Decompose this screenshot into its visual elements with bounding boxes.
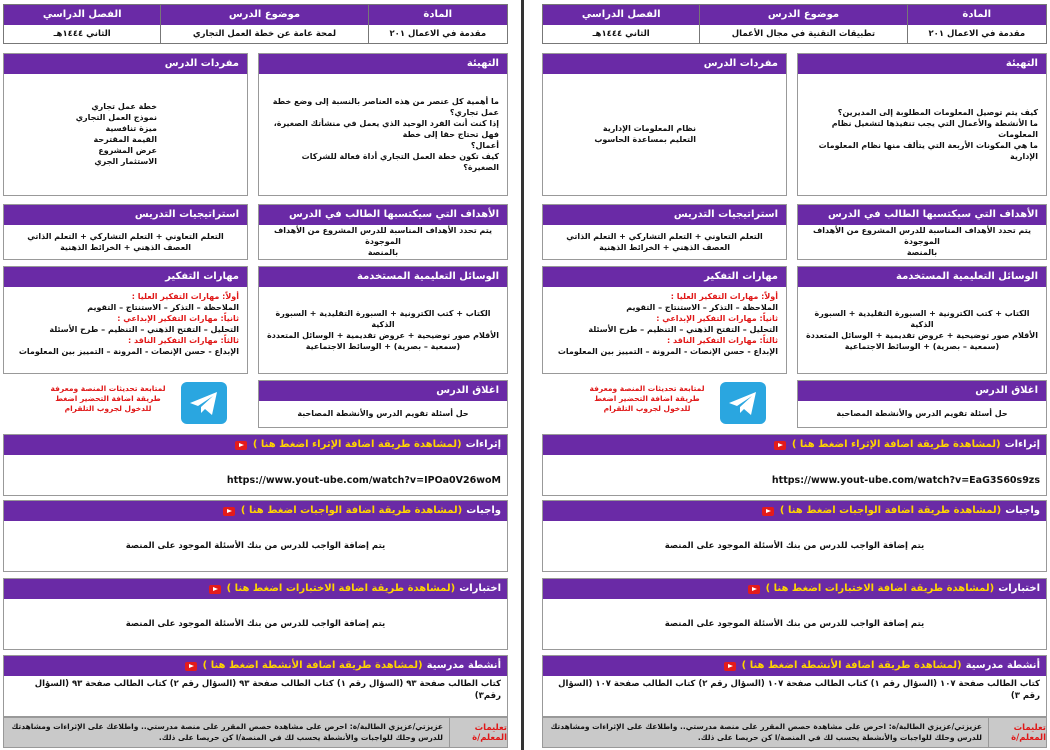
thinking-heading: ثانياً: مهارات التفكير الإبداعي :: [117, 314, 239, 323]
homework-body: يتم إضافة الواجب للدرس من بنك الأسئلة الموجود على المنصة: [125, 541, 386, 551]
thinking-heading: ثالثاً: مهارات التفكير الناقد :: [128, 336, 239, 345]
activities-how-to-link[interactable]: (لمشاهدة طريقة اضافة الأنشطة اضغط هنا ): [202, 660, 423, 671]
lesson-plan-page-1: [3, 0, 508, 750]
closing-title: اغلاق الدرس: [798, 381, 1046, 401]
subject-value: مقدمة في الاعمال ٢٠١: [908, 25, 1046, 43]
warmup-box: [797, 53, 1047, 196]
thinking-box: [542, 266, 787, 374]
strategies-line: التعلم التعاوني + التعلم التشاركي + التعلم الذاتي: [27, 231, 224, 241]
strategies-title: استراتيجيات التدريس: [4, 205, 247, 225]
thinking-text: الملاحظة – التذكر – الاستنتاج – التقويم: [87, 303, 239, 312]
homework-title: واجبات: [1005, 505, 1040, 516]
youtube-icon[interactable]: [235, 441, 247, 450]
enrichment-title: إثراءات: [465, 439, 501, 450]
activity-item: كتاب الطالب صفحة ١٠٧ (السؤال رقم ٣): [558, 679, 1040, 701]
warmup-body: [259, 74, 507, 194]
objectives-box: [258, 204, 508, 260]
warmup-line: إذا كنت أنت الفرد الوحيد الذي يعمل في منشأتك الصغيرة، فهل تحتاج حقا إلى خطة: [273, 118, 499, 139]
objectives-body: [259, 225, 507, 258]
strategies-line: التعلم التعاوني + التعلم التشاركي + التعلم الذاتي: [566, 231, 763, 241]
warmup-body: [798, 74, 1046, 194]
activity-item: كتاب الطالب صفحة ١٠٧ (السؤال رقم ٢): [698, 679, 868, 689]
vocab-item: خطة عمل تجاري: [91, 102, 157, 111]
objectives-line: يتم تحدد الأهداف المناسبة للدرس المشروع من الأهداف الموجودة: [812, 226, 1032, 246]
activity-item: كتاب الطالب صفحة ٩٣ (السؤال رقم٣): [34, 679, 501, 701]
teacher-notes-line: واطلاعك على الإثراءات ومشاهدتك للدرس وحلك للواجبات والأنشطة يحسب لك في المنصة/ا كن حريصا على ذلك.: [550, 722, 982, 742]
enrichment-body: [4, 455, 507, 495]
tests-title: اختبارات: [998, 583, 1040, 594]
subject-label: المادة: [908, 5, 1046, 25]
header-table: [3, 4, 508, 44]
thinking-heading: ثانياً: مهارات التفكير الإبداعي :: [656, 314, 778, 323]
vocab-item: عرض المشروع: [98, 146, 157, 155]
activities-section: [542, 655, 1047, 717]
youtube-icon[interactable]: [185, 662, 197, 671]
semester-column: [543, 5, 699, 43]
activities-title: أنشطة مدرسية: [426, 660, 501, 671]
warmup-box: [258, 53, 508, 196]
strategies-box: [542, 204, 787, 260]
strategies-body: [4, 225, 247, 258]
youtube-icon[interactable]: [223, 507, 235, 516]
enrichment-bar: [543, 435, 1046, 455]
thinking-heading: ثالثاً: مهارات التفكير الناقد :: [667, 336, 778, 345]
closing-body: حل أسئلة تقويم الدرس والأنشطة المصاحبة: [297, 409, 469, 418]
media-line: الأقلام صور توضيحية + عروض تقديمية + الوسائل المتعددة: [267, 330, 499, 340]
lesson-plan-page-2: [542, 0, 1047, 750]
vocab-box: [542, 53, 787, 196]
warmup-line: كيف تكون خطة العمل التجاري أداة فعالة للشركات الصغيرة؟: [301, 151, 499, 172]
vocab-item: الاستثمار الجري: [94, 157, 157, 166]
enrichment-how-to-link[interactable]: (لمشاهدة طريقة اضافة الإثراء اضغط هنا ): [252, 439, 462, 450]
telegram-icon[interactable]: [181, 382, 227, 424]
subject-value: مقدمة في الاعمال ٢٠١: [369, 25, 507, 43]
semester-label: الفصل الدراسي: [4, 5, 160, 25]
semester-column: [4, 5, 160, 43]
vocab-body: [4, 74, 247, 194]
telegram-text-line: اضغط للدخول لجروب التلقرام: [55, 394, 152, 413]
thinking-title: مهارات التفكير: [4, 267, 247, 287]
activities-body: [543, 676, 1046, 716]
tests-how-to-link[interactable]: (لمشاهدة طريقة اضافة الاختبارات اضغط هنا ): [765, 583, 995, 594]
closing-title: اغلاق الدرس: [259, 381, 507, 401]
activities-bar: [4, 656, 507, 676]
activities-bar: [543, 656, 1046, 676]
topic-column: [160, 5, 367, 43]
enrichment-how-to-link[interactable]: (لمشاهدة طريقة اضافة الإثراء اضغط هنا ): [791, 439, 1001, 450]
warmup-line: أعمال؟: [470, 140, 499, 150]
vocab-item: نظام المعلومات الإدارية: [602, 124, 696, 133]
media-box: [258, 266, 508, 374]
tests-body: يتم إضافة الواجب للدرس من بنك الأسئلة الموجود على المنصة: [664, 619, 925, 629]
telegram-text-line: ومعرفة طريقة اضافة التحضير: [50, 384, 161, 403]
media-line: (سمعية – بصرية) + الوسائط الاجتماعية: [844, 341, 1000, 351]
objectives-box: [797, 204, 1047, 260]
objectives-title: الأهداف التي سيكتسبها الطالب في الدرس: [798, 205, 1046, 225]
warmup-line: ما هي المكونات الأربعة التي يتألف منها نظام المعلومات الإدارية: [818, 140, 1038, 161]
homework-title: واجبات: [466, 505, 501, 516]
youtube-icon[interactable]: [724, 662, 736, 671]
strategies-line: العصف الذهني + الخرائط الذهنية: [60, 242, 191, 252]
media-line: (سمعية – بصرية) + الوسائط الاجتماعية: [305, 341, 461, 351]
media-title: الوسائل التعليمية المستخدمة: [259, 267, 507, 287]
tests-bar: [543, 579, 1046, 599]
objectives-line: يتم تحدد الأهداف المناسبة للدرس المشروع من الأهداف الموجودة: [273, 226, 493, 246]
topic-value: تطبيقات التقنية في مجال الأعمال: [700, 25, 906, 43]
enrichment-url[interactable]: https://www.yout-ube.com/watch?v=IPOa0V26woM: [226, 474, 501, 486]
media-line: الكتاب + كتب الكترونية + السبورة التقليدية + السبورة الذكية: [814, 308, 1030, 329]
youtube-icon[interactable]: [762, 507, 774, 516]
objectives-line: بالمنصة: [367, 248, 399, 257]
topic-label: موضوع الدرس: [700, 5, 906, 25]
teacher-notes-footer: [542, 717, 1047, 748]
vocab-box: [3, 53, 248, 196]
tests-bar: [4, 579, 507, 599]
enrichment-body: [543, 455, 1046, 495]
homework-how-to-link[interactable]: (لمشاهدة طريقة اضافة الواجبات اضغط هنا ): [779, 505, 1002, 516]
teacher-notes-line: عزيزتي/عزيزي الطالبة/ة: احرص على مشاهدة حصص المقرر على منصة مدرستي..: [680, 722, 982, 731]
semester-value: الثاني ١٤٤٤هـ: [4, 25, 160, 43]
media-box: [797, 266, 1047, 374]
subject-label: المادة: [369, 5, 507, 25]
activities-how-to-link[interactable]: (لمشاهدة طريقة اضافة الأنشطة اضغط هنا ): [741, 660, 962, 671]
tests-title: اختبارات: [459, 583, 501, 594]
enrichment-section: [3, 434, 508, 496]
closing-body: حل أسئلة تقويم الدرس والأنشطة المصاحبة: [836, 409, 1008, 418]
teacher-notes-text: [4, 718, 449, 747]
homework-bar: [4, 501, 507, 521]
closing-box: [258, 380, 508, 428]
teacher-notes-text: [543, 718, 988, 747]
thinking-heading: أولاً: مهارات التفكير العليا :: [670, 292, 778, 301]
homework-bar: [543, 501, 1046, 521]
warmup-title: التهيئة: [259, 54, 507, 74]
semester-value: الثاني ١٤٤٤هـ: [543, 25, 699, 43]
header-table: [542, 4, 1047, 44]
activities-title: أنشطة مدرسية: [965, 660, 1040, 671]
closing-box: [797, 380, 1047, 428]
thinking-body: [4, 287, 247, 372]
vocab-item: نموذج العمل التجاري: [75, 113, 157, 122]
subject-column: [907, 5, 1046, 43]
thinking-text: الملاحظة – التذكر – الاستنتاج – التقويم: [626, 303, 778, 312]
vocab-title: مفردات الدرس: [543, 54, 786, 74]
teacher-notes-label: تعليمات المعلم/ة: [988, 718, 1046, 747]
activity-item: كتاب الطالب صفحة ٩٣ (السؤال رقم ٢): [169, 679, 334, 689]
media-line: الكتاب + كتب الكترونية + السبورة التقليدية + السبورة الذكية: [275, 308, 491, 329]
strategies-line: العصف الذهني + الخرائط الذهنية: [599, 242, 730, 252]
thinking-box: [3, 266, 248, 374]
homework-body: يتم إضافة الواجب للدرس من بنك الأسئلة الموجود على المنصة: [664, 541, 925, 551]
homework-section: [542, 500, 1047, 572]
teacher-notes-line: واطلاعك على الإثراءات ومشاهدتك للدرس وحلك للواجبات والأنشطة يحسب لك في المنصة/ا كن حريصا على ذلك.: [11, 722, 443, 742]
subject-column: [368, 5, 507, 43]
tests-section: [542, 578, 1047, 650]
enrichment-url[interactable]: https://www.yout-ube.com/watch?v=EaG3S60s9zs: [771, 474, 1040, 486]
warmup-line: ما أهمية كل عنصر من هذه العناصر بالنسبة إلى وضع خطة عمل تجاري؟: [272, 96, 499, 117]
media-body: [259, 287, 507, 372]
activity-item: كتاب الطالب صفحة ٩٣ (السؤال رقم ١): [336, 679, 501, 689]
thinking-body: [543, 287, 786, 372]
activities-body: [4, 676, 507, 716]
telegram-plane-icon: [181, 382, 227, 424]
teacher-notes-footer: [3, 717, 508, 748]
telegram-group-link[interactable]: [43, 384, 173, 414]
tests-how-to-link[interactable]: (لمشاهدة طريقة اضافة الاختبارات اضغط هنا ): [226, 583, 456, 594]
media-line: الأقلام صور توضيحية + عروض تقديمية + الوسائل المتعددة: [806, 330, 1038, 340]
thinking-text: الإبداع - حسن الإنصات - المرونة – التمييز بين المعلومات: [18, 347, 239, 356]
thinking-title: مهارات التفكير: [543, 267, 786, 287]
warmup-title: التهيئة: [798, 54, 1046, 74]
thinking-text: التحليل – التفتح الذهني – التنظيم – طرح الأسئلة: [588, 325, 778, 334]
teacher-notes-label: تعليمات المعلم/ة: [449, 718, 507, 747]
vocab-item: القيمة المقترحة: [93, 135, 157, 144]
media-title: الوسائل التعليمية المستخدمة: [798, 267, 1046, 287]
telegram-text-line: اضغط للدخول لجروب التلقرام: [594, 394, 691, 413]
telegram-text-line: ومعرفة طريقة اضافة التحضير: [589, 384, 700, 403]
telegram-text-line: لمتابعة تحديثات المنصة: [80, 384, 166, 393]
semester-label: الفصل الدراسي: [543, 5, 699, 25]
topic-label: موضوع الدرس: [161, 5, 367, 25]
objectives-line: بالمنصة: [906, 248, 938, 257]
thinking-text: الإبداع - حسن الإنصات - المرونة – التمييز بين المعلومات: [557, 347, 778, 356]
vocab-body: [543, 74, 786, 194]
telegram-group-link[interactable]: [582, 384, 712, 414]
objectives-body: [798, 225, 1046, 258]
strategies-body: [543, 225, 786, 258]
youtube-icon[interactable]: [748, 585, 760, 594]
telegram-text-line: لمتابعة تحديثات المنصة: [619, 384, 705, 393]
vocab-item: ميزة تنافسية: [105, 124, 157, 133]
youtube-icon[interactable]: [774, 441, 786, 450]
media-body: [798, 287, 1046, 372]
tests-body: يتم إضافة الواجب للدرس من بنك الأسئلة الموجود على المنصة: [125, 619, 386, 629]
telegram-plane-icon: [720, 382, 766, 424]
warmup-line: ما الأنشطة والأعمال التي يجب تنفيذها لتشغيل نظام المعلومات: [831, 118, 1038, 139]
enrichment-bar: [4, 435, 507, 455]
strategies-title: استراتيجيات التدريس: [543, 205, 786, 225]
strategies-box: [3, 204, 248, 260]
activity-item: كتاب الطالب صفحة ١٠٧ (السؤال رقم ١): [870, 679, 1040, 689]
warmup-line: كيف يتم توصيل المعلومات المطلوبة إلى المديرين؟: [837, 107, 1038, 117]
tests-section: [3, 578, 508, 650]
objectives-title: الأهداف التي سيكتسبها الطالب في الدرس: [259, 205, 507, 225]
telegram-icon[interactable]: [720, 382, 766, 424]
enrichment-title: إثراءات: [1004, 439, 1040, 450]
activities-section: [3, 655, 508, 717]
page-divider: [521, 0, 524, 750]
homework-how-to-link[interactable]: (لمشاهدة طريقة اضافة الواجبات اضغط هنا ): [240, 505, 463, 516]
topic-value: لمحة عامة عن خطة العمل التجاري: [161, 25, 367, 43]
enrichment-section: [542, 434, 1047, 496]
thinking-text: التحليل – التفتح الذهني – التنظيم – طرح الأسئلة: [49, 325, 239, 334]
homework-section: [3, 500, 508, 572]
topic-column: [699, 5, 906, 43]
vocab-item: التعليم بمساعدة الحاسوب: [594, 135, 696, 144]
teacher-notes-line: عزيزتي/عزيزي الطالبة/ة: احرص على مشاهدة حصص المقرر على منصة مدرستي..: [141, 722, 443, 731]
thinking-heading: أولاً: مهارات التفكير العليا :: [131, 292, 239, 301]
vocab-title: مفردات الدرس: [4, 54, 247, 74]
youtube-icon[interactable]: [209, 585, 221, 594]
